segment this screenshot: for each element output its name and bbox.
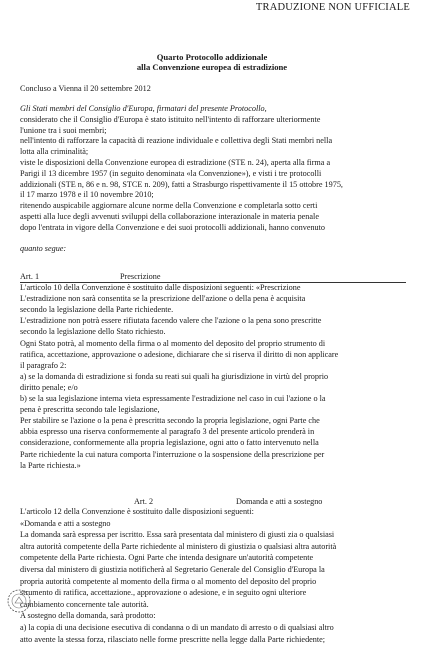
preamble-line: Gli Stati membri del Consiglio d'Europa, firmatari del presente Protocollo, [20,104,267,113]
protocol-title: Quarto Protocollo addizionale [156,52,268,62]
preamble-line: quanto segue: [20,244,67,254]
art1-line: abbia espresso una riserva conformemente al paragrafo 3 del presente articolo prenderà in [20,427,315,437]
art1-line: la Parte richiesta.» [20,460,81,470]
art1-line: Ogni Stato potrà, al momento della firma o al momento del deposito del proprio strumento di [20,338,326,348]
preamble-line: il 17 marzo 1978 e il 10 novembre 2010; [20,190,154,200]
art1-line: il paragrafo 2: [20,360,67,370]
art1-line: diritto penale; e/o [20,382,78,392]
art1-line: considerazione, conformemente alla propria legislazione, ogni atto o fatto intervenuto nella [20,438,319,448]
art2-heading: Domanda e atti a sostegno [236,497,323,506]
art1-line: ratifica, accettazione, approvazione o adesione, dichiarare che si riserva il diritto di non applicare [20,349,339,359]
art2-line: competente della Parte richiesta. Ogni Parte che intenda designare un'autorità competente [20,553,314,563]
art2-number: Art. 2 [134,497,154,506]
art1-line: pena è prescritta secondo tale legislazione, [20,405,160,415]
preamble-line: addizionali (STE n, 86 e n. 98, STCE n. 209), fatti a Strasburgo rispettivamente il 15 ottobre 1975, [20,179,343,189]
art2-line: atto avente la stessa forza, rilasciato nelle forme prescritte nella legge dalla Parte richiedente; [20,634,326,644]
art2-line: La domanda sarà espressa per iscritto. Essa sarà presentata dal ministero di giusti zia o qualsiasi [20,530,335,540]
preamble-line: viste le disposizioni della Convenzione europea di estradizione (STE n. 24), aperta alla firma a [20,158,331,167]
art1-line: L'estradizione non sarà consentita se la prescrizione dell'azione o della pena è acquisita [20,294,306,304]
art1-number: Art. 1 [20,272,40,281]
art2-line: «Domanda e atti a sostegno [20,518,111,528]
art2-line: L'articolo 12 della Convenzione è sostituito dalle disposizioni seguenti: [20,507,254,516]
art2-line: diversa dal ministero di giustizia notificherà al Segretario Generale del Consiglio d'Europa la [20,565,325,574]
art1-line: Parte richiedente la cui natura comporta l'interruzione o la sospensione della prescrizione per [20,449,325,459]
protocol-subtitle: alla Convenzione europea di estradizione [136,62,288,72]
preamble-line: l'unione tra i suoi membri; [20,125,107,135]
art1-line: L'estradizione non potrà essere rifiutata facendo valere che l'azione o la pena sono prescritte [20,316,322,326]
art2-line: A sostegno della domanda, sarà prodotto: [20,611,156,621]
preamble-line: ritenendo auspicabile aggiornare alcune norme della Convenzione e completarla sotto certi [20,201,318,211]
preamble-line: dopo l'entrata in vigore della Convenzione e dei suoi protocolli addizionali, hanno convenuto [20,222,326,232]
art1-line: a) se la domanda di estradizione si fonda su reati sui quali ha giurisdizione in virtù del proprio [20,371,329,381]
art2-line: altra autorità competente della Parte richiedente al ministero di giustizia o qualsiasi altra autorità [20,541,337,551]
art2-line: a) la copia di una decisione esecutiva di condanna o di un mandato di arresto o di qualsiasi altro [20,623,334,632]
art2-line: strumento di ratifica, accettazione., approvazione o adesione, e in seguito ogni ulteriore [20,588,307,598]
art2-line: cambiamento concernente tale autorità. [20,599,149,609]
art1-line: b) se la sua legislazione interna vieta espressamente l'estradizione nel caso in cui l'azione o la [20,394,326,403]
art1-line: secondo la legislazione dello Stato richiesto. [20,327,166,337]
art1-heading: Prescrizione [120,272,161,281]
preamble-line: lotta alla criminalità; [20,147,89,157]
preamble-line: Parigi il 13 dicembre 1957 (in seguito denominata «la Convenzione»), e visti i tre protocolli [20,168,322,178]
preamble-line: aspetti alla luce degli avvenuti sviluppi della collaborazione interazionale in materia penale [20,212,319,221]
unofficial-translation-label: TRADUZIONE NON UFFICIALE [255,2,410,13]
preamble-line: nell'intento di rafforzare la capacità di reazione individuale e collettiva degli Stati membri nella [20,136,333,146]
seal-stamp-icon [6,588,32,614]
art2-line: propria autorità competente al momento della firma o al momento del deposito del proprio [20,576,317,586]
art1-line: Per stabilire se l'azione o la pena è prescritta secondo la propria legislazione, ogni Parte che [20,416,320,426]
art1-line: L'articolo 10 della Convenzione è sostituito dalle disposizioni seguenti: «Prescrizione [20,283,301,292]
art1-line: secondo la legislazione della Parte richiedente. [20,305,174,315]
concluded-line: Concluso a Vienna il 20 settembre 2012 [20,84,151,93]
preamble-line: considerato che il Consiglio d'Europa è stato istituito nell'intento di rafforzare ulteriormente [20,114,321,124]
